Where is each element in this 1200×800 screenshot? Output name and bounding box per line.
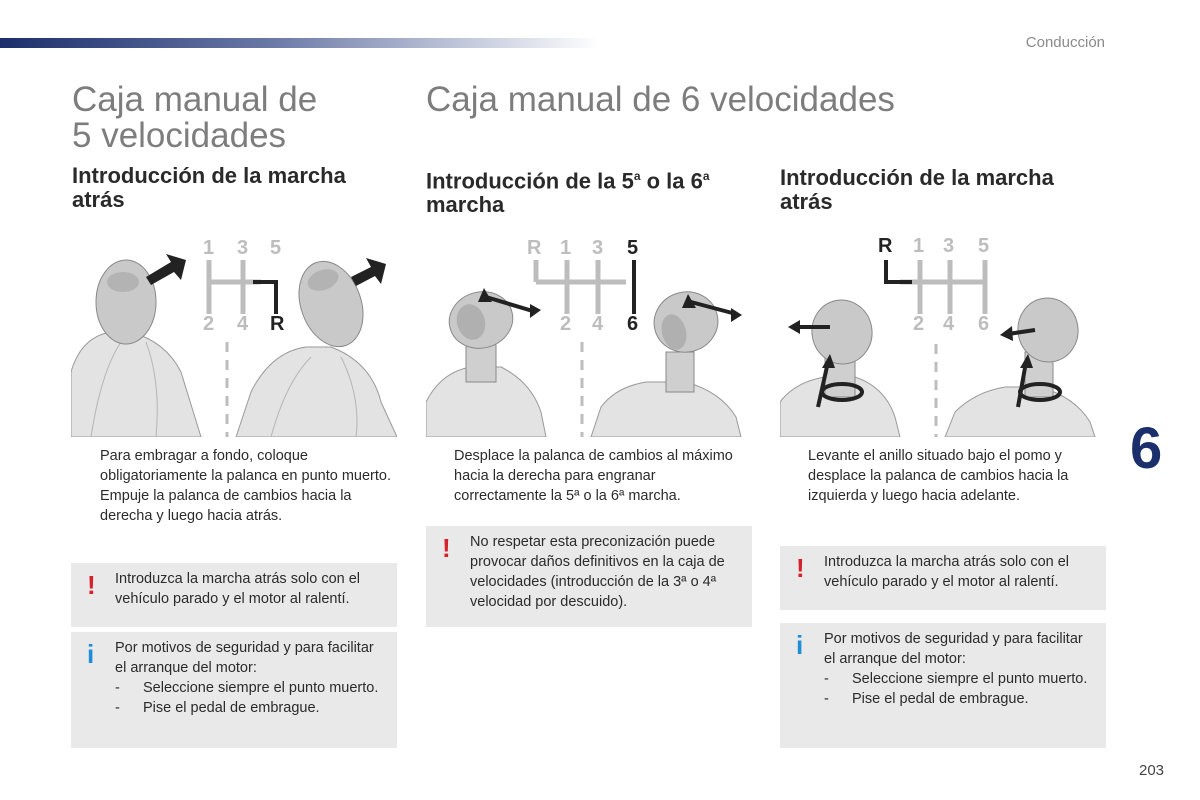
dash-bullet: - xyxy=(115,680,120,696)
gear-label-4: 4 xyxy=(592,313,604,335)
list-item xyxy=(824,669,1096,689)
info-icon: i xyxy=(796,630,804,660)
warning-box-left xyxy=(71,563,397,627)
page-number: 203 xyxy=(1139,762,1165,779)
warning-icon: ! xyxy=(442,533,451,563)
gearshift-illustration-5th-6th xyxy=(426,222,752,437)
section-label: Conducción xyxy=(1025,34,1105,51)
step-text: Empuje la palanca de cambios hacia la derecha y luego hacia atrás. xyxy=(100,488,352,524)
gear-label-2: 2 xyxy=(560,313,572,335)
gear-label-1: 1 xyxy=(203,237,215,259)
warning-icon: ! xyxy=(796,553,805,583)
list-item xyxy=(72,486,392,526)
list-item xyxy=(115,678,387,698)
instructions-middle xyxy=(426,446,746,506)
info-intro: Por motivos de seguridad y para facilitar el arranque del motor: xyxy=(824,631,1083,667)
info-intro: Por motivos de seguridad y para facilitar el arranque del motor: xyxy=(115,640,374,676)
warning-text: No respetar esta preconización puede provocar daños definitivos en la caja de velocidades (introducción de la 3ª o 4ª velocidad por descuido). xyxy=(470,534,725,610)
subtitle-left-line2: atrás xyxy=(72,187,125,212)
gear-label-5: 5 xyxy=(978,235,990,257)
gear-label-2: 2 xyxy=(913,313,925,335)
subtitle-right xyxy=(780,166,1054,214)
info-text xyxy=(115,638,387,718)
title-line-1: Caja manual de xyxy=(72,80,318,119)
gear-label-5: 5 xyxy=(627,237,639,259)
warning-icon: ! xyxy=(87,570,96,600)
info-box-left xyxy=(71,632,397,748)
step-text: Desplace la palanca de cambios al máximo hacia la derecha para engranar correctamente la 5ª o la 6ª marcha. xyxy=(454,448,733,504)
list-item xyxy=(115,698,387,718)
dash-bullet: - xyxy=(115,700,120,716)
gear-label-4: 4 xyxy=(943,313,955,335)
info-icon: i xyxy=(87,639,95,669)
subtitle-middle-pre: Introducción de la 5 xyxy=(426,168,634,194)
subtitle-middle-sup2: a xyxy=(702,169,710,183)
header-gradient-bar xyxy=(0,38,600,48)
warning-text: Introduzca la marcha atrás solo con el vehículo parado y el motor al ralentí. xyxy=(115,571,361,607)
gear-label-2: 2 xyxy=(203,313,215,335)
gear-label-5: 5 xyxy=(270,237,282,259)
gear-label-3: 3 xyxy=(237,237,249,259)
gearshift-illustration-5-speed-reverse xyxy=(71,222,397,437)
gearshift-illustration-6-speed-reverse xyxy=(780,222,1106,437)
page-title-6-speed: Caja manual de 6 velocidades xyxy=(426,80,895,119)
list-item xyxy=(780,446,1100,506)
gear-label-3: 3 xyxy=(592,237,604,259)
gear-label-3: 3 xyxy=(943,235,955,257)
info-item: Seleccione siempre el punto muerto. xyxy=(852,671,1088,687)
chapter-number: 6 xyxy=(1130,416,1163,481)
subtitle-left-line1: Introducción de la marcha xyxy=(72,163,346,188)
list-item xyxy=(72,446,392,486)
step-text: Levante el anillo situado bajo el pomo y desplace la palanca de cambios hacia la izquierda y luego hacia adelante. xyxy=(808,448,1069,504)
instructions-left xyxy=(72,446,392,526)
gear-label-1: 1 xyxy=(913,235,925,257)
subtitle-middle-line2: marcha xyxy=(426,192,505,218)
gear-label-r: R xyxy=(878,235,893,257)
subtitle-middle-sup1: a xyxy=(633,169,641,183)
info-item: Pise el pedal de embrague. xyxy=(852,691,1029,707)
dash-bullet: - xyxy=(824,671,829,687)
info-item: Pise el pedal de embrague. xyxy=(143,700,320,716)
info-text xyxy=(824,629,1096,709)
info-item: Seleccione siempre el punto muerto. xyxy=(143,680,379,696)
subtitle-right-line1: Introducción de la marcha xyxy=(780,165,1054,190)
page-title-5-speed xyxy=(72,82,317,154)
gear-label-r: R xyxy=(270,313,285,335)
subtitle-left xyxy=(72,164,346,212)
info-box-right xyxy=(780,623,1106,748)
list-item xyxy=(426,446,746,506)
list-item xyxy=(824,689,1096,709)
gear-label-r: R xyxy=(527,237,542,259)
gear-label-6: 6 xyxy=(627,313,639,335)
gear-label-4: 4 xyxy=(237,313,249,335)
title-line-2: 5 velocidades xyxy=(72,116,287,155)
subtitle-middle xyxy=(426,164,710,217)
step-text: Para embragar a fondo, coloque obligatoriamente la palanca en punto muerto. xyxy=(100,448,391,484)
subtitle-right-line2: atrás xyxy=(780,189,833,214)
dash-bullet: - xyxy=(824,691,829,707)
subtitle-middle-mid: o la 6 xyxy=(640,168,703,194)
warning-box-middle xyxy=(426,526,752,627)
gear-label-1: 1 xyxy=(560,237,572,259)
warning-text: Introduzca la marcha atrás solo con el vehículo parado y el motor al ralentí. xyxy=(824,554,1070,590)
warning-box-right xyxy=(780,546,1106,610)
gear-label-6: 6 xyxy=(978,313,990,335)
instructions-right xyxy=(780,446,1100,506)
